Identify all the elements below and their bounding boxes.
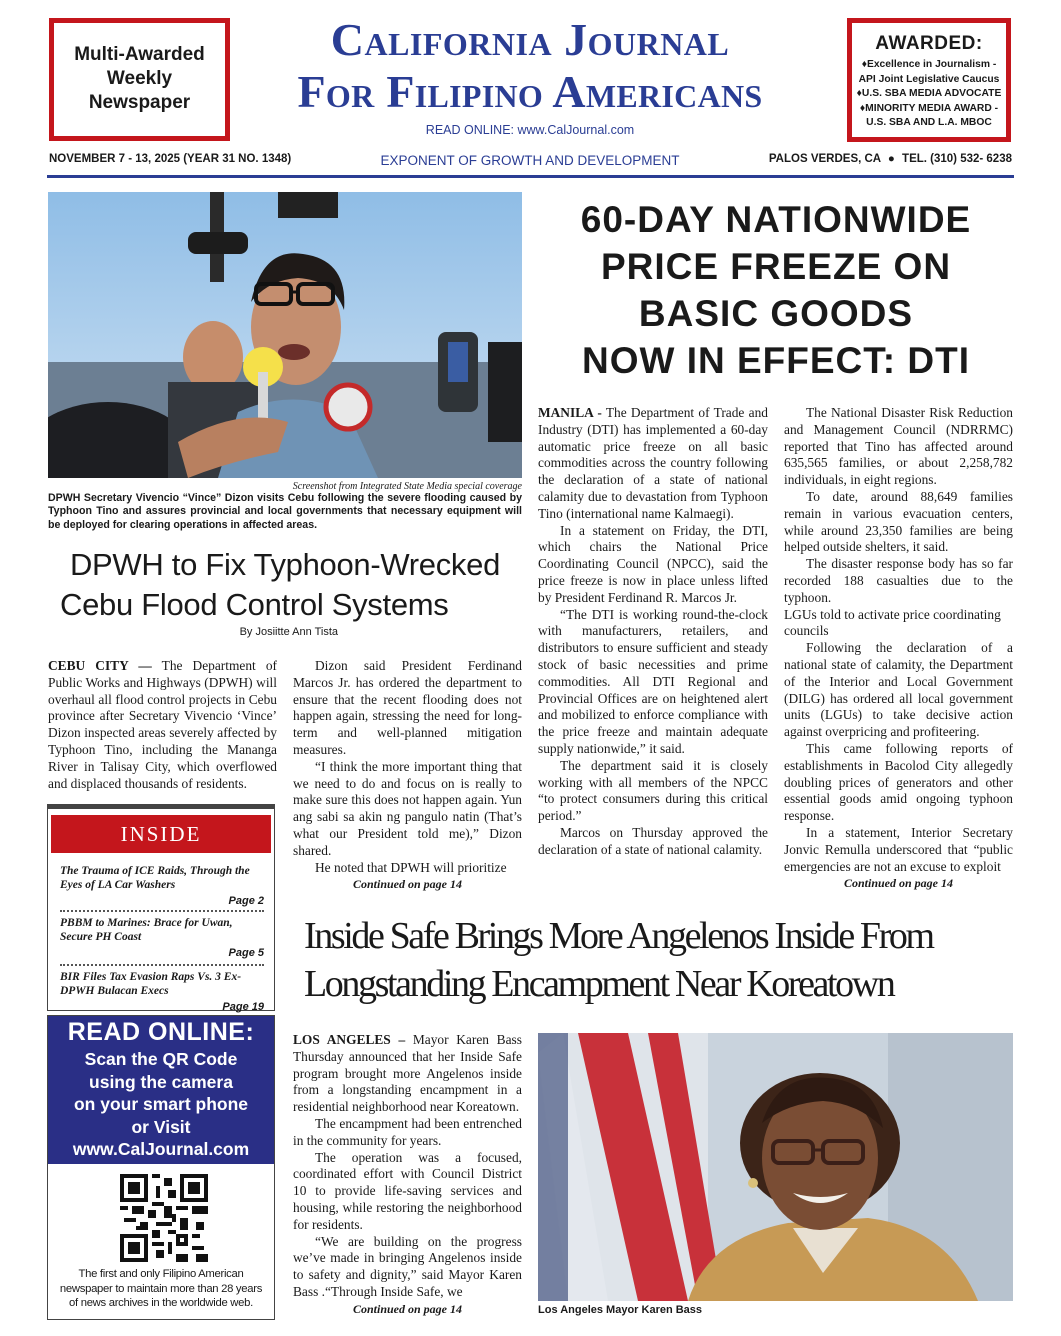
read-online-url[interactable]: www.CalJournal.com xyxy=(72,1139,250,1159)
separator-dot: ● xyxy=(887,153,895,165)
inside-safe-headline-line-2: Longstanding Encampment Near Koreatown xyxy=(304,963,894,1005)
inside-safe-para: “We are building on the progress we’ve made in bringing Angelenos inside to safety and dignity,” said Mayor Karen Bass .“Through Inside Safe, we xyxy=(293,1233,522,1299)
inside-box xyxy=(47,804,275,1011)
location: PALOS VERDES, CA xyxy=(768,153,881,165)
price-col1-para: In a statement on Friday, the DTI, which chairs the National Price Coordinating Council (NPCC), said the price freeze is now in place unless lifted by President Ferdinand R. Marcos Jr. xyxy=(538,522,768,605)
karen-bass-caption: Los Angeles Mayor Karen Bass xyxy=(538,1304,703,1316)
inside-safe-para: The operation was a focused, coordinated effort with Council District 10 to provide life-saving services and housing, while restoring the neighborhood for residents. xyxy=(293,1149,522,1232)
qr-code[interactable] xyxy=(120,1174,208,1262)
price-col2-para: The disaster response body has so far recorded 188 casualties due to the typhoon. xyxy=(784,556,1013,605)
price-col1-para: Marcos on Thursday approved the declaration of a state of national calamity. xyxy=(538,824,768,857)
dizon-photo-svg xyxy=(48,192,522,478)
inside-safe-dateline: LOS ANGELES – xyxy=(293,1032,406,1047)
badge-line-2: Weekly xyxy=(106,68,173,89)
dpwh-dateline: CEBU CITY — xyxy=(48,658,152,673)
dpwh-headline-line-1: DPWH to Fix Typhoon-Wrecked xyxy=(69,547,501,582)
telephone: TEL. (310) 532- 6238 xyxy=(902,153,1012,165)
dpwh-column-1 xyxy=(48,658,277,792)
dpwh-headline xyxy=(48,545,522,625)
dpwh-col1-text: The Department of Public Works and Highways (DPWH) will overhaul all flood control projects in Cebu province after Secretary Vivencio ‘Vince’ Dizon inspected areas severely affected by Typhoon Tino, including the Mananga River in Talisay City, which overflowed and displaced thousands of residents. xyxy=(48,658,278,791)
price-col2-para: This came following reports of establishments in Bacolod City allegedly doubling prices of generators and other essential goods amid ongoing typhoon response. xyxy=(784,740,1013,824)
inside-divider xyxy=(60,910,264,912)
price-column-1 xyxy=(538,405,768,859)
awards-title: AWARDED: xyxy=(875,33,983,54)
dpwh-continued-link[interactable]: Continued on page 14 xyxy=(352,877,463,892)
award-line-1: ♦Excellence in Journalism - xyxy=(861,59,997,70)
inside-item-page: Page 2 xyxy=(228,895,264,907)
inside-safe-para: The encampment had been entrenched in the community for years. xyxy=(293,1115,522,1148)
inside-item[interactable] xyxy=(60,971,264,1013)
read-online-box xyxy=(47,1015,275,1320)
price-col1-para: The department said it is closely working with all members of the NPCC “to protect consumers during this critical period.” xyxy=(538,757,768,824)
qr-code-icon xyxy=(120,1174,208,1262)
tagline: EXPONENT OF GROWTH AND DEVELOPMENT xyxy=(380,153,680,168)
read-online-title: READ ONLINE: xyxy=(67,1018,255,1046)
read-online-footer-line: The first and only Filipino American xyxy=(78,1268,244,1280)
inside-item[interactable] xyxy=(60,865,264,907)
masthead-rule xyxy=(47,175,1014,178)
price-continued-link[interactable]: Continued on page 14 xyxy=(843,876,954,891)
award-line-3: ♦U.S. SBA MEDIA ADVOCATE xyxy=(856,88,1002,99)
read-online-line: Scan the QR Code xyxy=(84,1049,238,1069)
awards-box xyxy=(847,18,1011,142)
award-line-5: U.S. SBA AND L.A. MBOC xyxy=(866,117,992,128)
award-line-4: ♦MINORITY MEDIA AWARD - xyxy=(859,102,999,114)
masthead-title-line-2: For Filipino Americans xyxy=(297,66,763,117)
inside-safe-headline-line-1: Inside Safe Brings More Angelenos Inside From xyxy=(304,915,933,957)
inside-item-page: Page 5 xyxy=(228,947,264,959)
price-column-2 xyxy=(784,405,1013,892)
dpwh-photo-caption: DPWH Secretary Vivencio “Vince” Dizon visits Cebu following the severe flooding caused by Typhoon Tino and assures provincial and local governments that necessary equipment will be deployed for clearing operations in affected areas. xyxy=(48,492,522,531)
dpwh-byline: By Josiitte Ann Tista xyxy=(239,626,338,638)
inside-divider xyxy=(60,964,264,966)
inside-item-title: BIR Files Tax Evasion Raps Vs. 3 Ex-DPWH Bulacan Execs xyxy=(60,971,242,997)
karen-bass-photo xyxy=(538,1033,1013,1301)
price-headline-line: 60-DAY NATIONWIDE xyxy=(580,199,972,240)
read-online-line: on your smart phone xyxy=(73,1094,249,1114)
issue-date: NOVEMBER 7 - 13, 2025 (YEAR 31 NO. 1348) xyxy=(49,153,292,165)
price-headline-line: PRICE FREEZE ON xyxy=(600,246,952,287)
price-headline-line: NOW IN EFFECT: DTI xyxy=(582,340,970,381)
inside-safe-column xyxy=(293,1032,522,1318)
inside-safe-para xyxy=(293,1032,522,1116)
inside-item-page: Page 19 xyxy=(222,1001,264,1013)
dpwh-col1-para xyxy=(48,658,277,792)
read-online-line: using the camera xyxy=(89,1071,233,1092)
dpwh-column-2 xyxy=(293,658,522,893)
read-online-footer-line: newspaper to maintain more than 28 years xyxy=(59,1282,263,1295)
inside-safe-headline xyxy=(304,912,1016,1008)
karen-bass-photo-svg xyxy=(538,1033,1013,1301)
price-col2-para: The National Disaster Risk Reduction and Management Council (NDRRMC) reported that Tino has affected around 635,565 families, or about 2,258,782 individuals, in eight regions. xyxy=(784,405,1013,488)
read-online-line: or Visit xyxy=(131,1116,191,1137)
dpwh-col2-para: Dizon said President Ferdinand Marcos Jr. has ordered the department to ensure that the recent flooding does not happen again, stressing the need for long-term and well-planned mitigation measures. xyxy=(293,658,522,757)
award-line-2: API Joint Legislative Caucus xyxy=(858,73,1000,85)
dpwh-col2-para: He noted that DPWH will prioritize xyxy=(315,859,507,875)
badge-line-1: Multi-Awarded xyxy=(74,44,205,65)
dizon-photo xyxy=(48,192,522,478)
masthead-title xyxy=(240,14,820,118)
inside-item-title: PBBM to Marines: Brace for Uwan, Secure PH Coast xyxy=(60,917,233,943)
price-col1-para xyxy=(538,405,768,523)
inside-item-title: The Trauma of ICE Raids, Through the Eyes of LA Car Washers xyxy=(60,865,250,891)
price-headline-line: BASIC GOODS xyxy=(638,293,914,334)
inside-title: INSIDE xyxy=(51,815,271,853)
inside-safe-first-text: Mayor Karen Bass Thursday announced that her Inside Safe program brought more Angelenos inside from a longstanding encampment in a residential neighborhood near Koreatown. xyxy=(293,1032,522,1115)
location-tel xyxy=(760,153,1012,165)
read-online-panel xyxy=(48,1016,274,1164)
price-col2-para: In a statement, Interior Secretary Jonvic Remulla underscored that “public emergencies are not an excuse to exploit xyxy=(784,824,1013,874)
badge-line-3: Newspaper xyxy=(88,92,191,113)
read-online-footer-line: of news archives in the worldwide web. xyxy=(69,1297,253,1309)
price-col1-para: “The DTI is working round-the-clock with manufacturers, retailers, and distributors to ensure sufficient and steady stock of basic necessities and prime commodities. All DTI Regional and Provincial Offices are on heightened alert and mobilized to enforce compliance with the price freeze and maintain adequate supply nationwide,” it said. xyxy=(538,606,768,756)
price-col2-para: Following the declaration of a national state of calamity, the Department of the Interior and Local Government (DILG) has ordered all local government units (LGUs) to take decisive action against overpricing and profiteering. xyxy=(784,640,1013,740)
price-dateline: MANILA - xyxy=(538,405,602,420)
photo-credit: Screenshot from Integrated State Media special coverage xyxy=(292,481,522,492)
dpwh-headline-line-2: Cebu Flood Control Systems xyxy=(60,587,449,622)
inside-item[interactable] xyxy=(60,917,264,959)
dpwh-col2-para: “I think the more important thing that we need to do and focus on is really to make sure this does not happen again. Yun ang sabi sa akin ng pangulo natin (That’s what our President told me),” Dizon shared. xyxy=(293,758,522,858)
masthead-title-line-1: California Journal xyxy=(330,14,730,65)
multi-awarded-badge xyxy=(49,18,230,141)
price-freeze-headline xyxy=(538,196,1014,384)
price-col1-text: The Department of Trade and Industry (DTI) has implemented a 60-day automatic price freeze on all basic commodities across the country following the declaration of a state of national calamity due to devastation from Typhoon Tino (international name Kalmaegi). xyxy=(538,405,768,521)
inside-safe-continued-link[interactable]: Continued on page 14 xyxy=(352,1301,463,1316)
price-col2-para: To date, around 88,649 families remain in various evacuation centers, while around 23,350 families are being helped outside shelters, it said. xyxy=(784,488,1013,555)
price-subhead: LGUs told to activate price coordinating councils xyxy=(784,606,1001,639)
read-online-link[interactable]: READ ONLINE: www.CalJournal.com xyxy=(425,123,635,137)
